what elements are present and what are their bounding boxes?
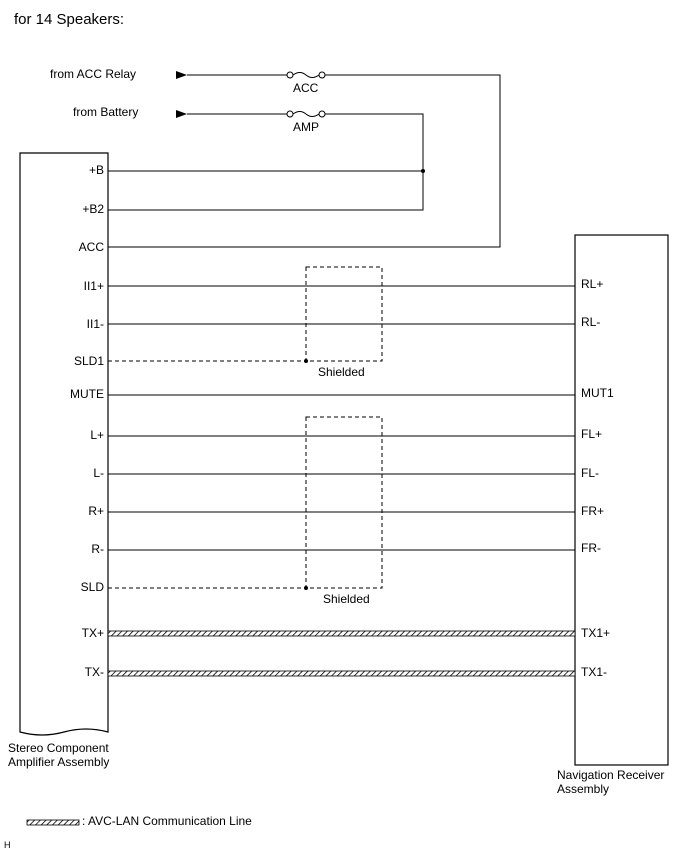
nav-pin-tx1m: TX1- [581, 665, 608, 679]
avc-lan-line-txm [108, 671, 575, 676]
amp-pin-rp: R+ [88, 504, 104, 518]
amp-pin-ii1p: II1+ [83, 279, 104, 293]
footer-code: H [4, 840, 11, 850]
fuse-acc-label: ACC [293, 81, 319, 95]
nav-pin-mut1: MUT1 [581, 386, 614, 400]
amp-pin-mute: MUTE [70, 387, 104, 401]
amp-name-line1: Stereo Component [8, 741, 109, 755]
shield-label-1: Shielded [318, 365, 365, 379]
nav-pin-frp: FR+ [581, 504, 605, 518]
shield-dot-1 [304, 359, 308, 363]
amp-pin-sld1: SLD1 [73, 354, 104, 368]
avc-lan-line-txp [108, 631, 575, 636]
fuse-amp [287, 111, 325, 117]
legend-hatch-icon [27, 820, 79, 825]
source-acc-relay-label: from ACC Relay [50, 67, 137, 81]
amp-pin-acc: ACC [78, 240, 104, 254]
nav-name-line2: Assembly [557, 782, 610, 796]
amp-pin-b2: +B2 [82, 202, 104, 216]
amp-pin-txm: TX- [84, 665, 104, 679]
fuse-acc [287, 72, 325, 78]
amp-pin-lm: L- [93, 466, 104, 480]
nav-pin-flm: FL- [581, 466, 599, 480]
nav-pin-tx1p: TX1+ [581, 626, 611, 640]
shield-box-2 [306, 417, 382, 588]
shield-dot-2 [304, 586, 308, 590]
shield-box-1 [306, 267, 382, 361]
amp-pin-lp: L+ [90, 428, 104, 442]
nav-pin-frm: FR- [581, 541, 601, 555]
shield-label-2: Shielded [323, 592, 370, 606]
amp-pin-b: +B [88, 163, 104, 177]
source-battery-label: from Battery [73, 105, 139, 119]
fuse-amp-label: AMP [293, 120, 320, 134]
legend-text: : AVC-LAN Communication Line [82, 814, 252, 828]
wire-acc-relay [108, 75, 500, 247]
nav-pin-rlp: RL+ [581, 277, 604, 291]
nav-name-line1: Navigation Receiver [557, 768, 665, 782]
arrow-battery-icon [176, 110, 187, 118]
amp-pin-ii1m: II1- [86, 317, 104, 331]
amp-pin-txp: TX+ [81, 626, 104, 640]
nav-pin-rlm: RL- [581, 315, 601, 329]
wire-battery [108, 114, 423, 210]
arrow-acc-icon [176, 71, 187, 79]
junction-dot [421, 169, 425, 173]
amp-pin-sld: SLD [80, 580, 104, 594]
amp-name-line2: Amplifier Assembly [8, 755, 110, 769]
nav-pin-flp: FL+ [581, 427, 603, 441]
amp-pin-rm: R- [91, 542, 104, 556]
diagram-title: for 14 Speakers: [14, 11, 125, 28]
